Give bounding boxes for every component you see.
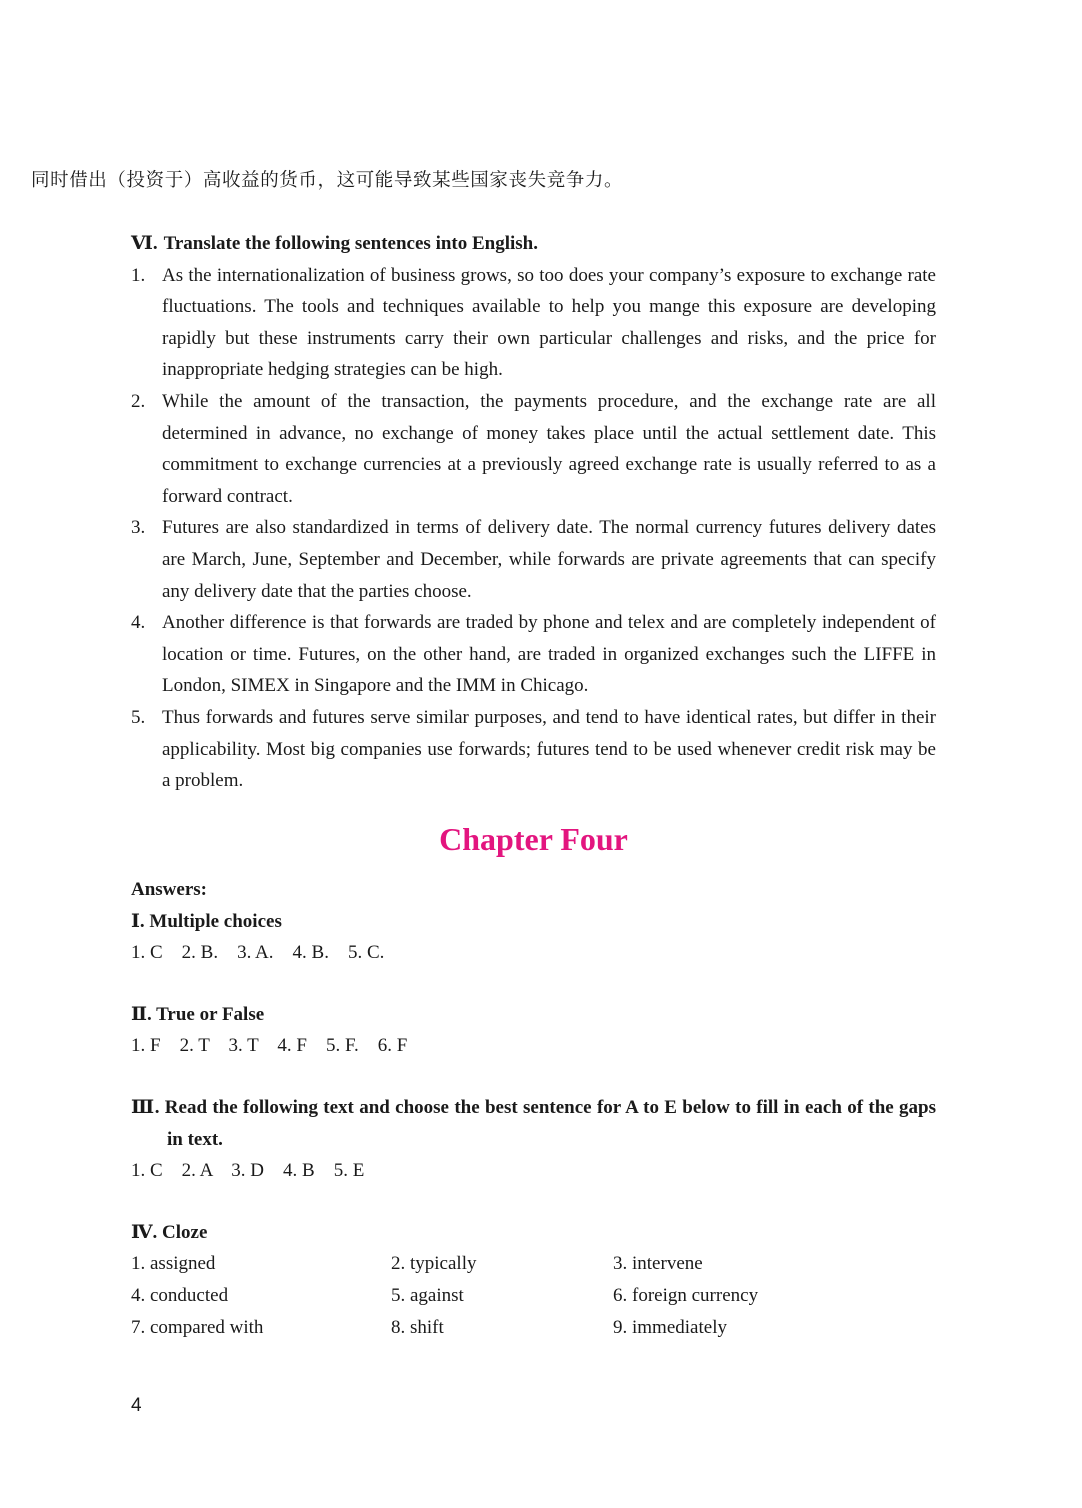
section-2-answers: 1. F 2. T 3. T 4. F 5. F. 6. F — [131, 1035, 408, 1057]
item-text: Thus forwards and futures serve similar purposes, and tend to have identical rates, but differ in their applicability. Most big companies use forwards; futures tend to be used whenever credit risk may be a problem. — [162, 706, 936, 792]
translation-list — [131, 260, 936, 797]
item-number: 2. — [131, 390, 146, 412]
section-1-answers: 1. C 2. B. 3. A. 4. B. 5. C. — [131, 942, 385, 964]
list-item — [131, 512, 936, 607]
answers-label: Answers: — [131, 879, 207, 900]
item-text: While the amount of the transaction, the payments procedure, and the exchange rate are all determined in advance, no exchange of money takes place until the actual settlement date. This commitment to exchange currencies at a previously agreed exchange rate is usually referred to as a forward contract. — [162, 390, 936, 507]
list-item — [131, 702, 936, 797]
section-2-title: Ⅱ. True or False — [131, 1003, 265, 1025]
cloze-item: 1. assigned — [131, 1253, 216, 1275]
item-number: 5. — [131, 706, 146, 728]
item-number: 4. — [131, 612, 146, 634]
cloze-grid — [131, 1248, 936, 1343]
cloze-item: 3. intervene — [613, 1253, 703, 1275]
item-number: 3. — [131, 517, 146, 539]
list-item — [131, 607, 936, 702]
cloze-item: 9. immediately — [613, 1316, 727, 1338]
chapter-title: Chapter Four — [439, 821, 628, 857]
cloze-item: 6. foreign currency — [613, 1284, 759, 1306]
cloze-item: 7. compared with — [131, 1316, 264, 1338]
answers-block — [131, 874, 936, 1343]
section-1-title: Ⅰ. Multiple choices — [131, 910, 282, 932]
section-4-title: Ⅳ. Cloze — [131, 1221, 208, 1243]
item-text: As the internationalization of business grows, so too does your company’s exposure to exchange rate fluctuations. The tools and techniques available to help you mange this exposure are developing rapidly but these instruments carry their own particular challenges and risks, and the price for inappropriate hedging strategies can be high. — [162, 264, 936, 381]
chinese-line: 同时借出（投资于）高收益的货币，这可能导致某些国家丧失竞争力。 — [31, 170, 624, 191]
list-item — [131, 260, 936, 386]
section-3-title: Ⅲ. Read the following text and choose the best sentence for A to E below to fill in each of the gaps in text. — [131, 1096, 936, 1150]
section-6 — [131, 228, 936, 797]
section-6-title: Translate the following sentences into English. — [163, 233, 538, 254]
cloze-item: 4. conducted — [131, 1284, 229, 1306]
section-6-heading — [131, 228, 936, 260]
item-number: 1. — [131, 264, 146, 286]
item-text: Futures are also standardized in terms of delivery date. The normal currency futures delivery dates are March, June, September and December, while forwards are private agreements that can specify any delivery date that the parties choose. — [162, 517, 936, 602]
section-6-numeral: Ⅵ. — [131, 233, 158, 254]
section-3-answers: 1. C 2. A 3. D 4. B 5. E — [131, 1160, 365, 1182]
cloze-item: 5. against — [391, 1284, 464, 1306]
cloze-item: 8. shift — [391, 1316, 444, 1338]
page-number: 4 — [131, 1395, 142, 1416]
item-text: Another difference is that forwards are traded by phone and telex and are completely independent of location or time. Futures, on the other hand, are traded in organized exchanges such the LIFFE in London, SIMEX in Singapore and the IMM in Chicago. — [162, 612, 936, 697]
cloze-item: 2. typically — [391, 1253, 477, 1275]
list-item — [131, 386, 936, 512]
